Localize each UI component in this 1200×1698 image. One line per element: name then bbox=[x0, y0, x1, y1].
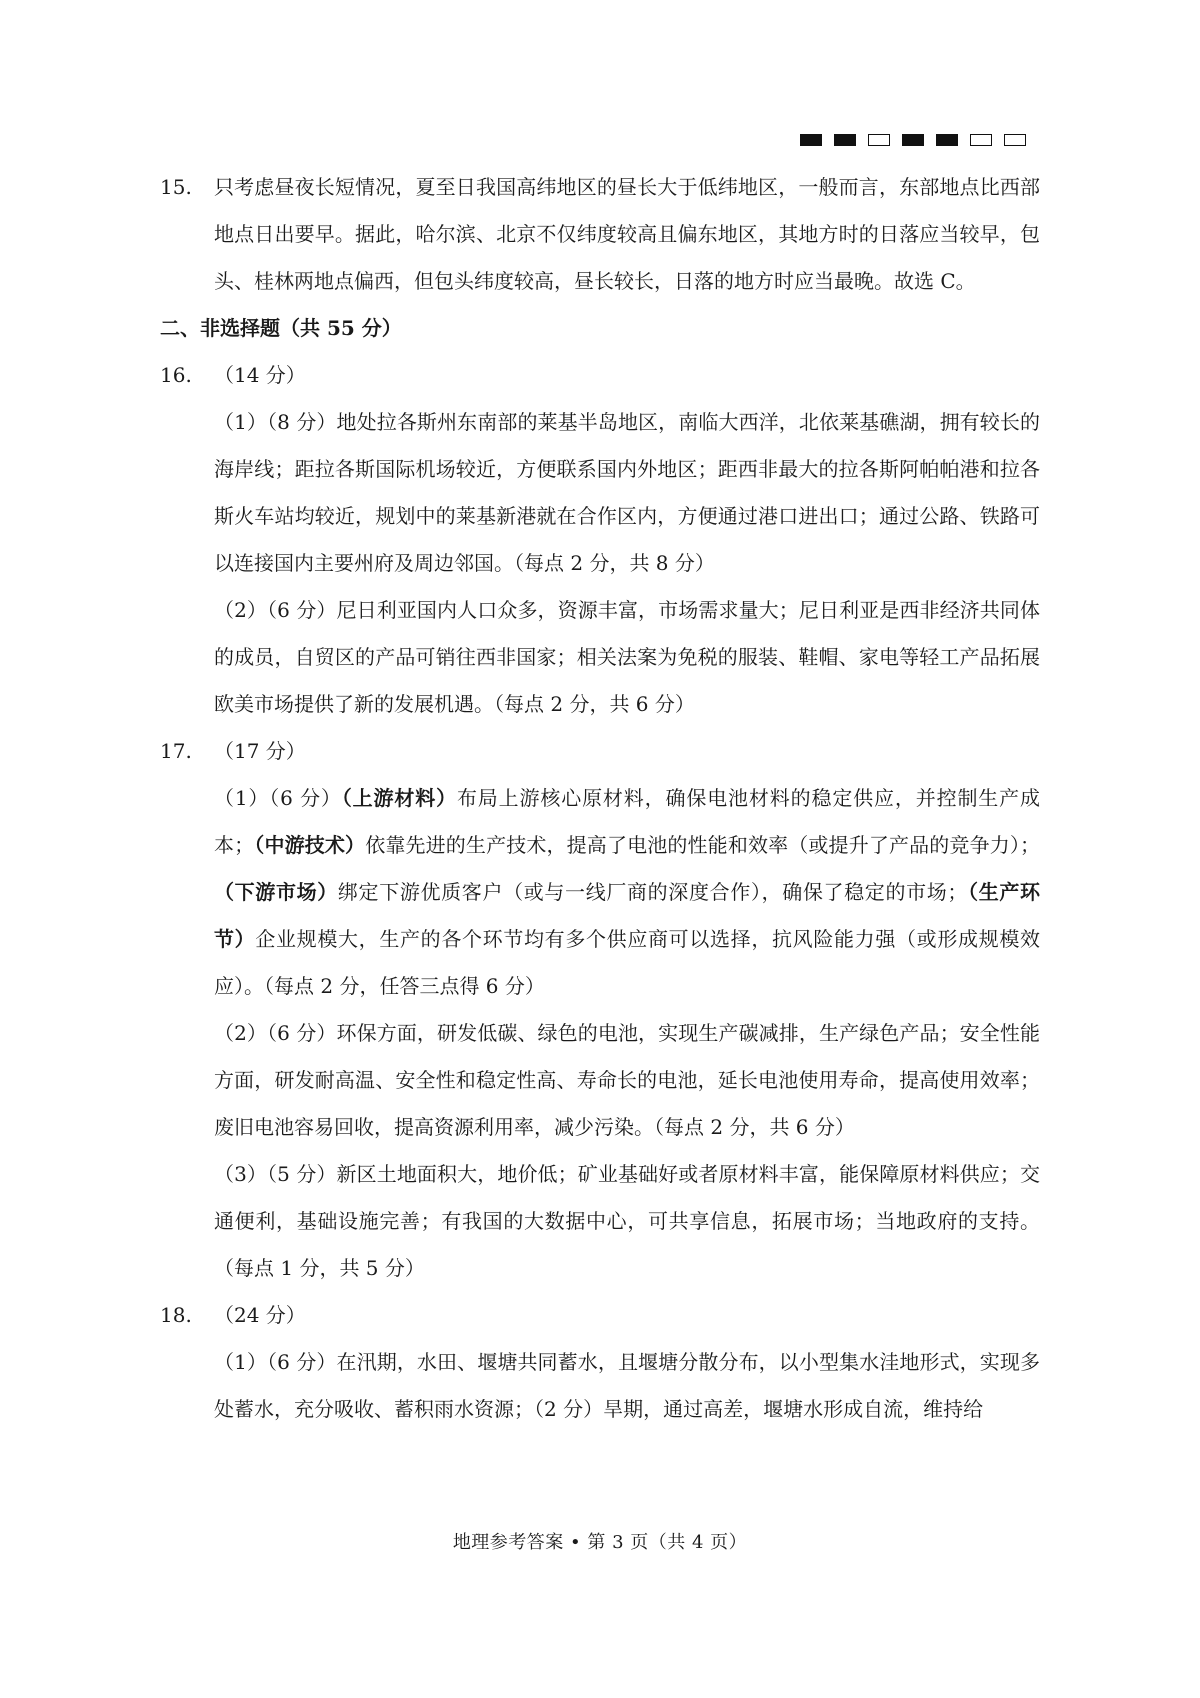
question-17-part-1 bbox=[214, 775, 1040, 1010]
header-mark bbox=[1004, 134, 1026, 146]
part-text: 依靠先进的生产技术，提高了电池的性能和效率（或提升了产品的竞争力）； bbox=[365, 833, 1041, 857]
question-score: （14 分） bbox=[214, 363, 306, 387]
part-text: 企业规模大，生产的各个环节均有多个供应商可以选择，抗风险能力强（或形成规模效应）。（每点 2 分，任答三点得 6 分） bbox=[214, 927, 1041, 998]
question-number: 16. bbox=[160, 363, 192, 387]
part-text: 布局上游核心原材料，确保电池材料的稳定供应，并控制生产成本； bbox=[214, 786, 1041, 857]
header-marks bbox=[800, 134, 1026, 146]
header-mark bbox=[936, 134, 958, 146]
answer-content bbox=[160, 164, 1040, 1433]
keyword-upstream: （上游材料） bbox=[341, 786, 457, 810]
question-17-part-2: （2）（6 分）环保方面，研发低碳、绿色的电池，实现生产碳减排，生产绿色产品；安全性能方面，研发耐高温、安全性和稳定性高、寿命长的电池，延长电池使用寿命，提高使用效率；废旧电池容易回收，提高资源利用率，减少污染。（每点 2 分，共 6 分） bbox=[214, 1021, 1040, 1139]
keyword-downstream: （下游市场） bbox=[214, 880, 338, 904]
question-16 bbox=[160, 352, 1040, 728]
question-18 bbox=[160, 1292, 1040, 1433]
question-number: 18. bbox=[160, 1303, 192, 1327]
header-mark bbox=[970, 134, 992, 146]
question-score: （17 分） bbox=[214, 739, 306, 763]
keyword-midstream: （中游技术） bbox=[254, 833, 366, 857]
question-score: （24 分） bbox=[214, 1303, 306, 1327]
question-16-part-2: （2）（6 分）尼日利亚国内人口众多，资源丰富，市场需求量大；尼日利亚是西非经济共同体的成员，自贸区的产品可销往西非国家；相关法案为免税的服装、鞋帽、家电等轻工产品拓展欧美市场提供了新的发展机遇。（每点 2 分，共 6 分） bbox=[214, 598, 1040, 716]
section-title: 二、非选择题（共 55 分） bbox=[160, 316, 402, 340]
question-number: 15. bbox=[160, 175, 192, 199]
question-17 bbox=[160, 728, 1040, 1292]
part-prefix: （1）（6 分） bbox=[214, 786, 342, 810]
header-mark bbox=[868, 134, 890, 146]
header-mark bbox=[902, 134, 924, 146]
question-number: 17. bbox=[160, 739, 192, 763]
header-mark bbox=[834, 134, 856, 146]
keyword-production: （生产环节） bbox=[214, 880, 1041, 951]
question-17-part-3: （3）（5 分）新区土地面积大，地价低；矿业基础好或者原材料丰富，能保障原材料供应；交通便利，基础设施完善；有我国的大数据中心，可共享信息，拓展市场；当地政府的支持。（每点 1 分，共 5 分） bbox=[214, 1162, 1040, 1280]
part-text: 绑定下游优质客户（或与一线厂商的深度合作），确保了稳定的市场； bbox=[337, 880, 968, 904]
question-16-part-1: （1）（8 分）地处拉各斯州东南部的莱基半岛地区，南临大西洋，北依莱基礁湖，拥有较长的海岸线；距拉各斯国际机场较近，方便联系国内外地区；距西非最大的拉各斯阿帕帕港和拉各斯火车站均较近，规划中的莱基新港就在合作区内，方便通过港口进出口；通过公路、铁路可以连接国内主要州府及周边邻国。（每点 2 分，共 8 分） bbox=[214, 410, 1040, 575]
question-15-text: 只考虑昼夜长短情况，夏至日我国高纬地区的昼长大于低纬地区，一般而言，东部地点比西部地点日出要早。据此，哈尔滨、北京不仅纬度较高且偏东地区，其地方时的日落应当较早，包头、桂林两地点偏西，但包头纬度较高，昼长较长，日落的地方时应当最晚。故选 C。 bbox=[214, 175, 1040, 293]
header-mark bbox=[800, 134, 822, 146]
question-18-part-1: （1）（6 分）在汛期，水田、堰塘共同蓄水，且堰塘分散分布，以小型集水洼地形式，实现多处蓄水，充分吸收、蓄积雨水资源；（2 分）旱期，通过高差，堰塘水形成自流，维持给 bbox=[214, 1350, 1040, 1421]
question-15 bbox=[160, 164, 1040, 305]
page-footer: 地理参考答案 • 第 3 页（共 4 页） bbox=[452, 1532, 748, 1553]
